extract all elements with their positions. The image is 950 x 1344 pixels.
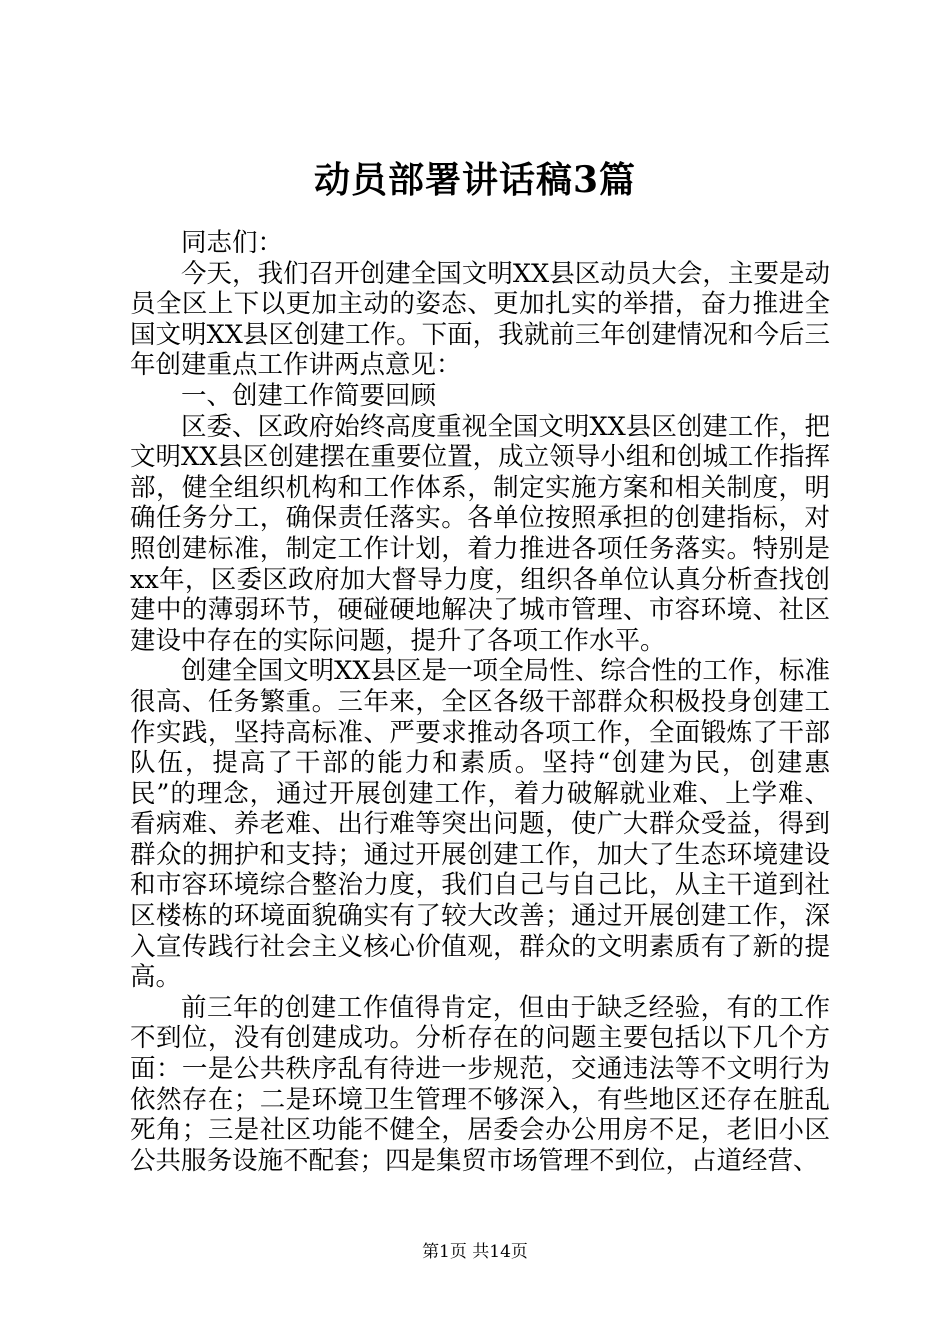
paragraph-intro: 今天，我们召开创建全国文明XX县区动员大会，主要是动员全区上下以更加主动的姿态、更加扎实的举措，奋力推进全国文明XX县区创建工作。下面，我就前三年创建情况和今后三年创建重点工作讲两点意见： — [130, 258, 830, 381]
paragraph-body: 创建全国文明XX县区是一项全局性、综合性的工作，标准很高、任务繁重。三年来，全区各级干部群众积极投身创建工作实践，坚持高标准、严要求推动各项工作，全面锻炼了干部队伍，提高了干部的能力和素质。坚持“创建为民，创建惠民”的理念，通过开展创建工作，着力破解就业难、上学难、看病难、养老难、出行难等突出问题，使广大群众受益，得到群众的拥护和支持；通过开展创建工作，加大了生态环境建设和市容环境综合整治力度，我们自己与自己比，从主干道到社区楼栋的环境面貌确实有了较大改善；通过开展创建工作，深入宣传践行社会主义核心价值观，群众的文明素质有了新的提高。 — [130, 656, 830, 993]
paragraph-salutation: 同志们： — [181, 228, 284, 258]
page-number: 第1页 共14页 — [422, 1242, 528, 1262]
paragraph-body: 区委、区政府始终高度重视全国文明XX县区创建工作，把文明XX县区创建摆在重要位置，成立领导小组和创城工作指挥部，健全组织机构和工作体系，制定实施方案和相关制度，明确任务分工，确保责任落实。各单位按照承担的创建指标，对照创建标准，制定工作计划，着力推进各项任务落实。特别是xx年，区委区政府加大督导力度，组织各单位认真分析查找创建中的薄弱环节，硬碰硬地解决了城市管理、市容环境、社区建设中存在的实际问题，提升了各项工作水平。 — [130, 411, 830, 656]
section-heading: 一、创建工作简要回顾 — [181, 380, 437, 411]
paragraph-body: 前三年的创建工作值得肯定，但由于缺乏经验，有的工作不到位，没有创建成功。分析存在的问题主要包括以下几个方面：一是公共秩序乱有待进一步规范，交通违法等不文明行为依然存在；二是环境卫生管理不够深入，有些地区还存在脏乱死角；三是社区功能不健全，居委会办公用房不足，老旧小区公共服务设施不配套；四是集贸市场管理不到位，占道经营、 — [130, 992, 830, 1176]
document-body — [130, 228, 830, 1176]
document-title: 动员部署讲话稿3篇 — [313, 159, 637, 201]
